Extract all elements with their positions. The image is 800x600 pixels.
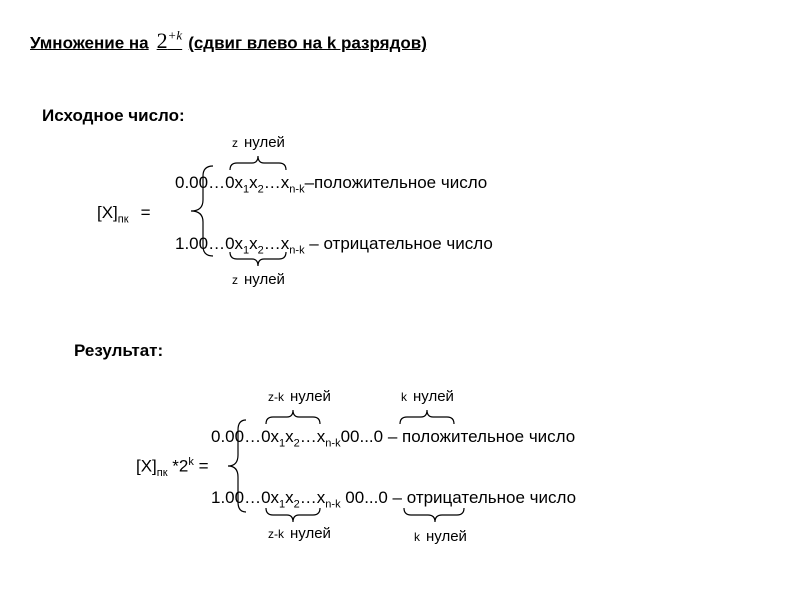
zeros-note-text: нулей	[244, 271, 285, 288]
digits: 1.00…0x	[211, 488, 280, 507]
source-heading: Исходное число:	[42, 106, 185, 125]
description: – отрицательное число	[304, 234, 493, 253]
subscript: 2	[293, 498, 300, 511]
zeros-note-text: нулей	[290, 525, 331, 542]
digits: …x	[263, 234, 290, 253]
bottom-brace-source	[230, 252, 286, 266]
zeros-note-text: нулей	[413, 388, 454, 405]
digits: x	[285, 427, 294, 446]
label-power: k	[188, 456, 194, 468]
left-brace-result	[228, 420, 246, 512]
subscript: 2	[257, 244, 264, 257]
digits: 0.00…0x	[211, 427, 280, 446]
zeros-count-var: k	[401, 390, 407, 404]
top-brace-result-2	[400, 410, 454, 424]
equals-sign: =	[193, 456, 209, 476]
digits: 0.00…0x	[175, 173, 244, 192]
subscript: 1	[243, 183, 250, 196]
description: 00...0 – положительное число	[340, 427, 576, 446]
subscript: 2	[257, 183, 264, 196]
zeros-count-var: z-k	[268, 527, 284, 541]
zeros-note-text: нулей	[290, 388, 331, 405]
digits: 1.00…0x	[175, 234, 244, 253]
description: 00...0 – отрицательное число	[340, 488, 577, 507]
zeros-count-var: z	[232, 136, 238, 150]
title-power-exponent: +k	[167, 28, 183, 43]
description: –положительное число	[304, 173, 488, 192]
label-subscript: пк	[117, 213, 129, 226]
subscript: n-k	[325, 498, 341, 511]
title-power-base: 2	[156, 28, 168, 54]
bottom-brace-result-1	[266, 508, 320, 522]
label-multiplier: *2	[167, 456, 189, 476]
zeros-note-text: нулей	[244, 134, 285, 151]
label-subscript: пк	[156, 467, 168, 480]
subscript: 2	[293, 437, 300, 450]
label-text: [X]	[136, 456, 157, 476]
label-text: [X]	[97, 203, 118, 222]
subscript: 1	[279, 498, 286, 511]
digits: …x	[263, 173, 290, 192]
left-brace-source	[191, 166, 213, 256]
digits: x	[249, 173, 258, 192]
zeros-count-var: z	[232, 273, 238, 287]
equals-sign: =	[140, 203, 151, 222]
subscript: 1	[243, 244, 250, 257]
zeros-count-var: k	[414, 530, 420, 544]
digits: …x	[299, 488, 326, 507]
title-prefix: Умножение на	[30, 33, 149, 53]
subscript: n-k	[289, 244, 305, 257]
zeros-note-text: нулей	[426, 528, 467, 545]
top-brace-source	[230, 156, 286, 170]
top-brace-result-1	[266, 410, 320, 424]
subscript: n-k	[325, 437, 341, 450]
result-heading: Результат:	[74, 341, 164, 360]
digits: x	[249, 234, 258, 253]
bottom-brace-result-2	[404, 508, 464, 522]
subscript: 1	[279, 437, 286, 450]
digits: …x	[299, 427, 326, 446]
title-suffix: (сдвиг влево на k разрядов)	[188, 33, 427, 53]
zeros-count-var: z-k	[268, 390, 284, 404]
subscript: n-k	[289, 183, 305, 196]
digits: x	[285, 488, 294, 507]
